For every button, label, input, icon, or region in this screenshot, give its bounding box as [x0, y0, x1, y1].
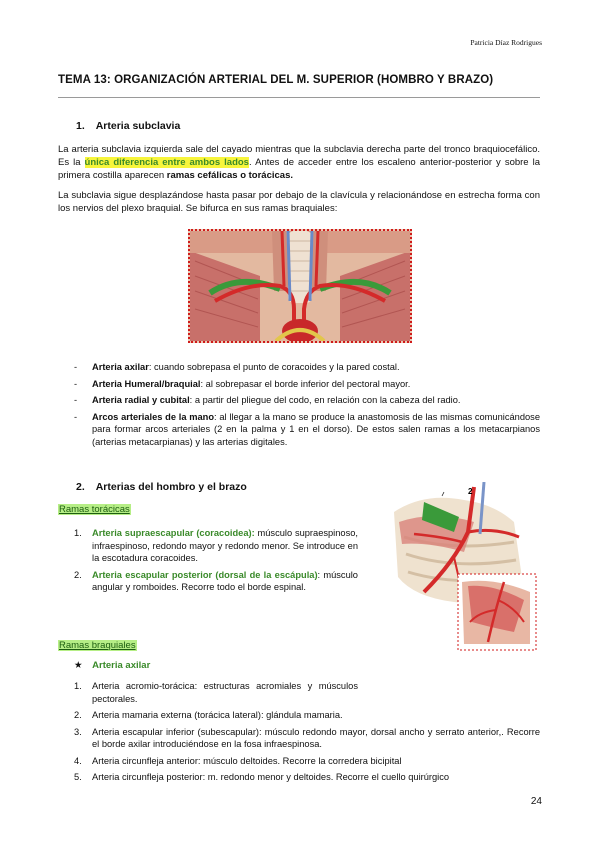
section1-number: 1. [76, 120, 85, 132]
section2-heading [76, 481, 247, 493]
section1-paragraph-1 [58, 143, 540, 182]
p1-text-a: La arteria subclavia izquierda sale del cayado mientras que la subclavia derecha parte del tronco braquiocefálico. Es la [58, 144, 540, 168]
list-item: - Arteria axilar: cuando sobrepasa el punto de coracoides y la pared costal. [74, 362, 400, 372]
page-number: 24 [530, 796, 542, 807]
list-item: 4. Arteria circunfleja anterior: músculo deltoides. Recorre la corredera bicipital [74, 755, 402, 766]
shoulder-arteries-figure [384, 482, 540, 654]
shoulder-arteries-illustration [384, 482, 540, 654]
list-item: 2. Arteria escapular posterior (dorsal de la escápula): músculo angular y romboides. Recorre todo el borde espinal. [74, 569, 358, 592]
page-title: TEMA 13: ORGANIZACIÓN ARTERIAL DEL M. SUPERIOR (HOMBRO Y BRAZO) [58, 74, 494, 86]
ramas-braquiales-label: Ramas braquiales [59, 640, 136, 651]
list-item: 3. Arteria escapular inferior (subescapular): músculo redondo mayor, dorsal ancho y serrato anterior,. Recorre el borde axilar introduciéndose en la fosa infraespinosa. [74, 726, 540, 749]
section1-title: Arteria subclavia [95, 120, 181, 132]
section1-paragraph-2: La subclavia sigue desplazándose hasta pasar por debajo de la clavícula y relacionándose en estrecha forma con los nervios del plexo braquial. Se bifurca en sus ramas braquiales: [58, 190, 540, 214]
section2-number: 2. [76, 481, 85, 493]
toracicas-list [74, 527, 358, 598]
branch-list [74, 361, 540, 452]
subclavian-anatomy-illustration [190, 231, 410, 341]
list-item: 2. Arteria mamaria externa (torácica lateral): glándula mamaria. [74, 710, 343, 720]
section1-heading [76, 120, 180, 132]
figure-label-2: 2 [468, 487, 473, 496]
p1-bold: ramas cefálicas o torácicas. [166, 170, 293, 181]
list-item: 1. Arteria acromio-torácica: estructuras acromiales y músculos pectorales. [74, 681, 358, 704]
axilar-heading-text: Arteria axilar [92, 660, 151, 671]
p1-highlight: única diferencia entre ambos lados [84, 157, 249, 168]
list-item: 1. Arteria supraescapular (coracoidea): músculo supraespinoso, infraespinoso, redondo mayor y redondo menor. Se introduce en la escotadura coracoides. [74, 528, 358, 563]
axilar-subheading [74, 660, 150, 671]
braquiales-list [74, 680, 540, 788]
star-icon: ★ [74, 660, 83, 671]
list-item: - Arteria Humeral/braquial: al sobrepasar el borde inferior del pectoral mayor. [74, 378, 411, 389]
section2-title: Arterias del hombro y el brazo [95, 481, 247, 493]
p1-text-b: . Antes de acceder entre los escaleno anterior-posterior y sobre la primera costilla aparecen [58, 157, 540, 181]
list-item: 5. Arteria circunfleja posterior: m. redondo menor y deltoides. Recorre el cuello quirúrgico [74, 772, 450, 782]
list-item: - Arteria radial y cubital: a partir del pliegue del codo, en relación con la cabeza del radio. [74, 395, 461, 405]
subclavian-anatomy-figure [188, 229, 412, 343]
list-item: - Arcos arteriales de la mano: al llegar a la mano se produce la anastomosis de las mismas comunicándose para formar arcos arteriales (2 en la palma y 1 en el dorso). De estos salen ramas a los metacarpianos (arterias metacarpianas) y las arterias digitales. [74, 411, 540, 447]
title-divider [58, 97, 540, 98]
ramas-toracicas-label: Ramas torácicas [59, 504, 130, 515]
author-header: Patricia Díaz Rodrigues [470, 38, 542, 47]
